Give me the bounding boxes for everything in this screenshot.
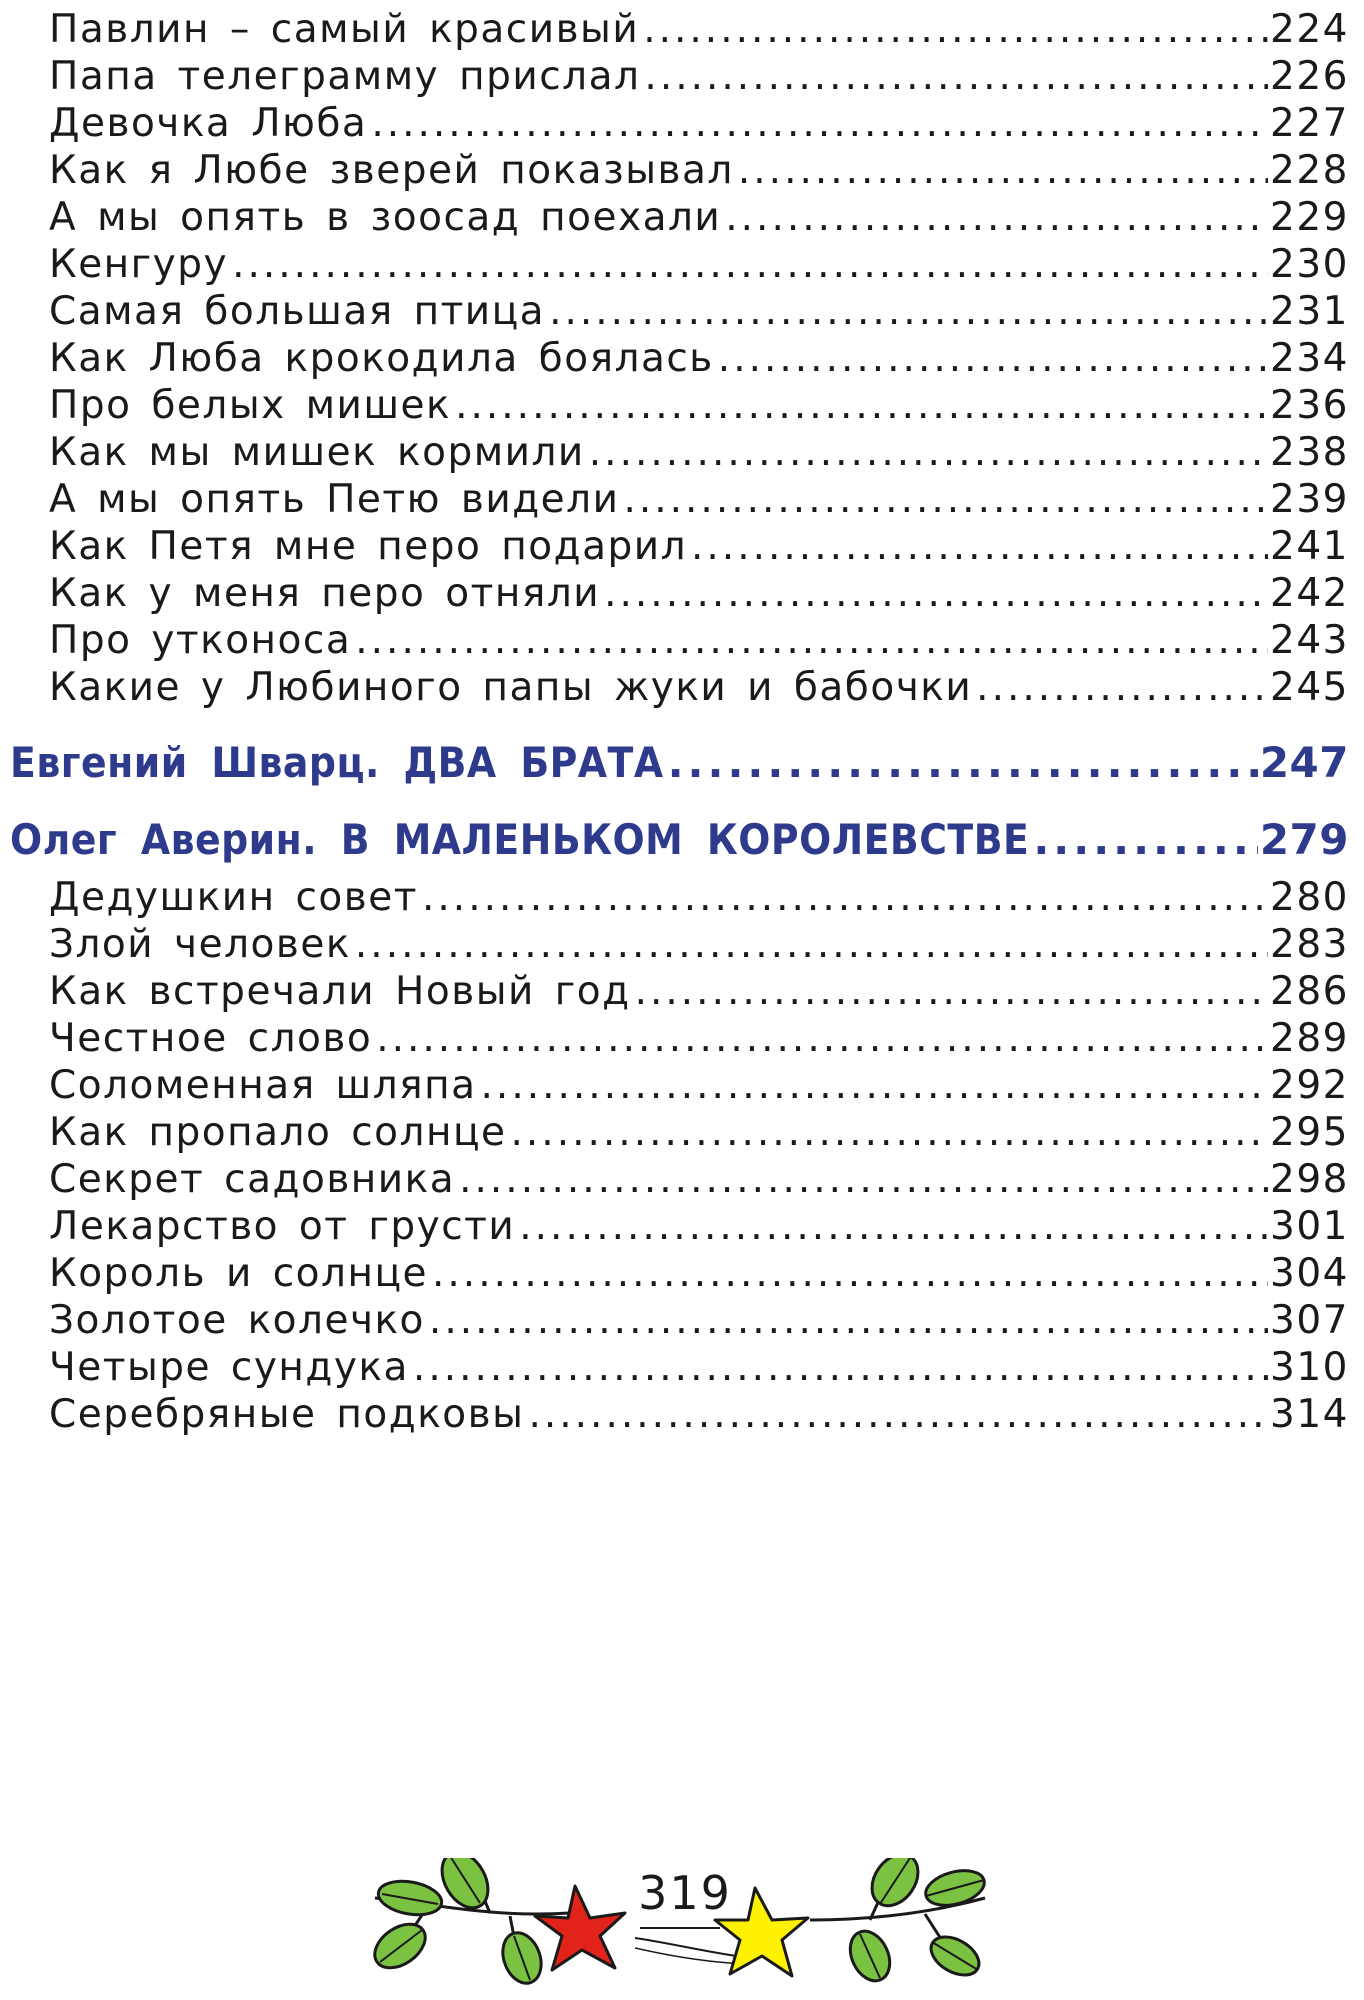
toc-item-page: 224 — [1270, 7, 1349, 52]
dot-leader — [413, 1344, 1268, 1391]
toc-item-title: Про утконоса — [49, 618, 352, 663]
toc-section-shvarts — [10, 735, 1349, 791]
toc-item — [49, 147, 1349, 194]
toc-item-title: А мы опять Петю видели — [49, 477, 620, 522]
toc-item — [49, 1297, 1349, 1344]
toc-item-page: 310 — [1270, 1345, 1349, 1390]
toc-item — [49, 664, 1349, 711]
toc-item — [49, 1062, 1349, 1109]
toc-item-title: Павлин – самый красивый — [49, 7, 640, 52]
toc-item — [49, 1156, 1349, 1203]
toc-item-title: Какие у Любиного папы жуки и бабочки — [49, 665, 973, 710]
toc-item-page: 242 — [1270, 571, 1349, 616]
dot-leader — [725, 194, 1268, 241]
toc-item-page: 301 — [1270, 1204, 1349, 1249]
section-title: Евгений Шварц. ДВА БРАТА — [10, 738, 664, 787]
section-page: 279 — [1259, 815, 1349, 864]
dot-leader — [355, 921, 1268, 968]
dot-leader — [371, 100, 1268, 147]
toc-item-page: 226 — [1270, 54, 1349, 99]
dot-leader — [376, 1015, 1268, 1062]
toc-item-title: Золотое колечко — [49, 1298, 425, 1343]
toc-item — [49, 476, 1349, 523]
toc-item-title: Лекарство от грусти — [49, 1204, 516, 1249]
toc-item — [49, 53, 1349, 100]
toc-item-title: Как мы мишек кормили — [49, 430, 585, 475]
toc-item-title: Соломенная шляпа — [49, 1063, 477, 1108]
toc-item-title: Как встречали Новый год — [49, 969, 631, 1014]
dot-leader — [1033, 812, 1258, 868]
dot-leader — [604, 570, 1268, 617]
toc-item-title: Секрет садовника — [49, 1157, 456, 1202]
toc-item — [49, 241, 1349, 288]
toc-item-title: Четыре сундука — [49, 1345, 409, 1390]
toc-item-title: Серебряные подковы — [49, 1392, 525, 1437]
toc-item — [49, 1344, 1349, 1391]
toc-item-page: 228 — [1270, 148, 1349, 193]
toc-item — [49, 874, 1349, 921]
toc-item-title: Про белых мишек — [49, 383, 452, 428]
page-number: 319 — [638, 1866, 732, 1920]
toc-item — [49, 194, 1349, 241]
toc-item — [49, 335, 1349, 382]
toc-item — [49, 921, 1349, 968]
toc-item-title: Дедушкин совет — [49, 875, 418, 920]
toc-item-page: 230 — [1270, 242, 1349, 287]
toc-item-title: Как пропало солнце — [49, 1110, 507, 1155]
toc-item-page: 307 — [1270, 1298, 1349, 1343]
dot-leader — [459, 1156, 1268, 1203]
dot-leader — [481, 1062, 1269, 1109]
toc-item-title: Король и солнце — [49, 1251, 428, 1296]
toc-item — [49, 100, 1349, 147]
dot-leader — [549, 288, 1268, 335]
toc-item-title: Как у меня перо отняли — [49, 571, 601, 616]
toc-item — [49, 523, 1349, 570]
dot-leader — [511, 1109, 1269, 1156]
toc-item-page: 314 — [1270, 1392, 1349, 1437]
toc-item-page: 245 — [1270, 665, 1349, 710]
toc-item-page: 286 — [1270, 969, 1349, 1014]
toc-item-title: Как Люба крокодила боялась — [49, 336, 714, 381]
toc-item-title: Честное слово — [49, 1016, 373, 1061]
toc-item-page: 241 — [1270, 524, 1349, 569]
toc-item-title: Как Петя мне перо подарил — [49, 524, 688, 569]
dot-leader — [635, 968, 1268, 1015]
section-title: Олег Аверин. В МАЛЕНЬКОМ КОРОЛЕВСТВЕ — [10, 815, 1030, 864]
toc-item-title: Девочка Люба — [49, 101, 368, 146]
dot-leader — [432, 1250, 1268, 1297]
toc-item-page: 289 — [1270, 1016, 1349, 1061]
dot-leader — [519, 1203, 1268, 1250]
right-branch-icon — [810, 1858, 988, 1987]
toc-item-title: А мы опять в зоосад поехали — [49, 195, 722, 240]
toc-item — [49, 288, 1349, 335]
toc-item — [49, 6, 1349, 53]
toc-section-averin — [10, 812, 1349, 868]
toc-item-page: 229 — [1270, 195, 1349, 240]
toc-item — [49, 1250, 1349, 1297]
toc-item-page: 239 — [1270, 477, 1349, 522]
dot-leader — [691, 523, 1268, 570]
toc-item-page: 236 — [1270, 383, 1349, 428]
toc-item-page: 292 — [1270, 1063, 1349, 1108]
toc-item-page: 234 — [1270, 336, 1349, 381]
dot-leader — [589, 429, 1268, 476]
toc-item — [49, 570, 1349, 617]
toc-item — [49, 429, 1349, 476]
toc-item-page: 304 — [1270, 1251, 1349, 1296]
dot-leader — [429, 1297, 1268, 1344]
toc-item — [49, 968, 1349, 1015]
toc-item — [49, 617, 1349, 664]
dot-leader — [668, 735, 1258, 791]
toc-item-title: Папа телеграмму прислал — [49, 54, 641, 99]
toc-item — [49, 1203, 1349, 1250]
toc-item-title: Как я Любе зверей показывал — [49, 148, 734, 193]
dot-leader — [644, 53, 1268, 100]
dot-leader — [355, 617, 1268, 664]
toc-item — [49, 1109, 1349, 1156]
toc-item-page: 227 — [1270, 101, 1349, 146]
dot-leader — [623, 476, 1268, 523]
dot-leader — [718, 335, 1268, 382]
toc-item-title: Кенгуру — [49, 242, 229, 287]
section-page: 247 — [1259, 738, 1349, 787]
dot-leader — [455, 382, 1268, 429]
toc-item-title: Злой человек — [49, 922, 351, 967]
toc-item — [49, 382, 1349, 429]
dot-leader — [643, 6, 1268, 53]
toc-item-page: 295 — [1270, 1110, 1349, 1155]
dot-leader — [528, 1391, 1268, 1438]
toc-item — [49, 1015, 1349, 1062]
toc-item — [49, 1391, 1349, 1438]
toc-item-page: 243 — [1270, 618, 1349, 663]
toc-item-page: 238 — [1270, 430, 1349, 475]
toc-item-title: Самая большая птица — [49, 289, 546, 334]
left-branch-icon — [370, 1858, 570, 1988]
toc-item-page: 298 — [1270, 1157, 1349, 1202]
dot-leader — [738, 147, 1268, 194]
toc-item-page: 231 — [1270, 289, 1349, 334]
dot-leader — [976, 664, 1268, 711]
toc-item-page: 283 — [1270, 922, 1349, 967]
toc-item-page: 280 — [1270, 875, 1349, 920]
dot-leader — [422, 874, 1268, 921]
dot-leader — [232, 241, 1268, 288]
